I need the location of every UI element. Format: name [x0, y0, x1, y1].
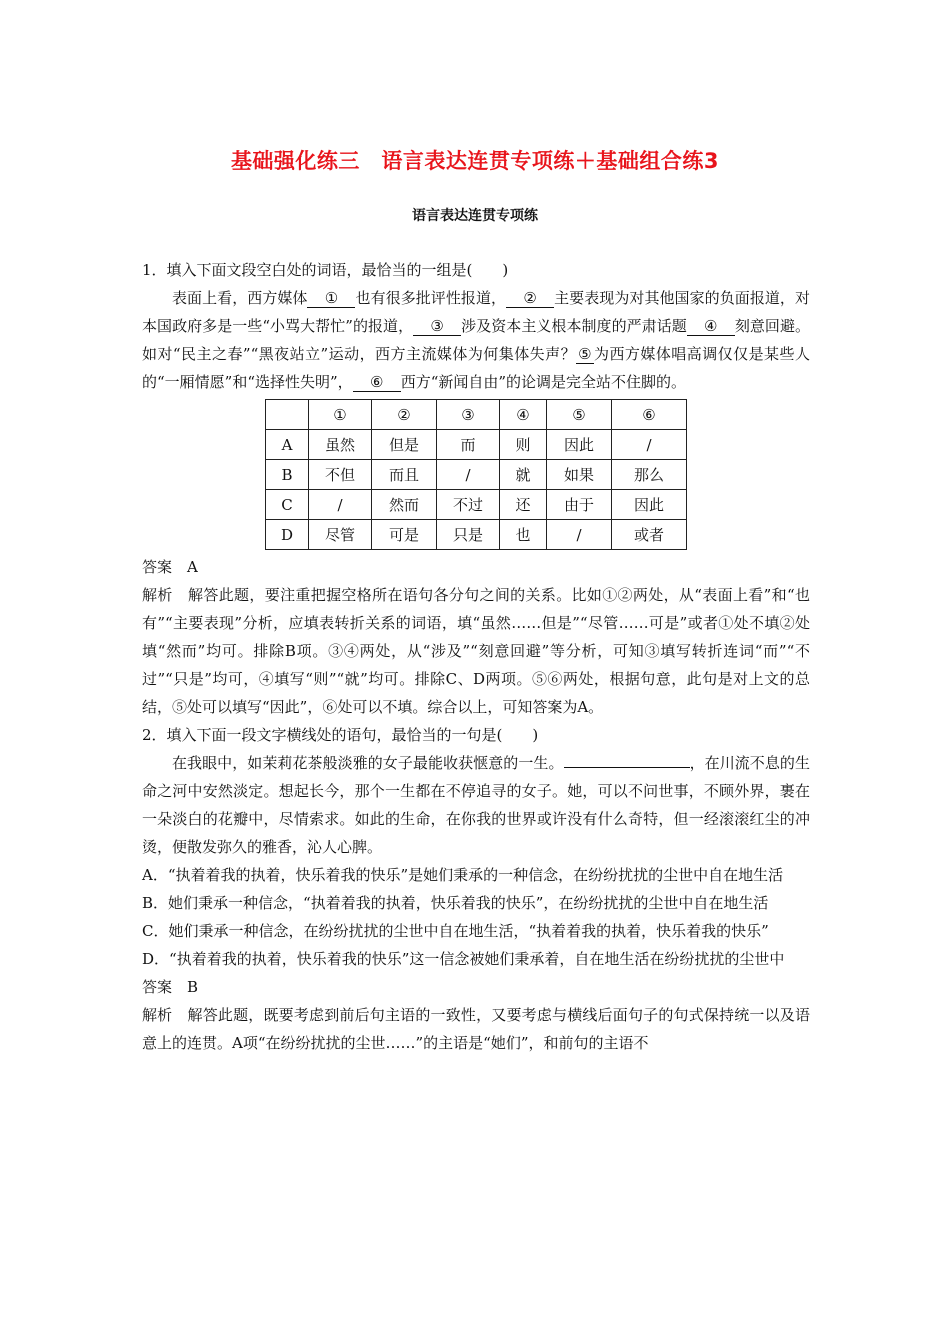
blank-6: ⑥: [353, 373, 401, 392]
table-header-cell: ①: [309, 400, 372, 430]
table-cell: C: [266, 490, 309, 520]
passage-text: 为西方媒体唱高调仅仅是某些人的“一厢情愿”和“选择性失明”，: [142, 345, 810, 391]
table-row: [266, 430, 687, 460]
page-title: 基础强化练三 语言表达连贯专项练＋基础组合练3: [230, 149, 720, 173]
table-cell: B: [266, 460, 309, 490]
table-cell: 还: [500, 490, 547, 520]
table-cell: /: [309, 490, 372, 520]
table-header-row: [266, 400, 687, 430]
question-1-analysis: 解析 解答此题，要注重把握空格所在语句各分句之间的关系。比如①②两处，从“表面上看”和“也有”“主要表现”分析，应填表转折关系的词语，填“虽然……但是”“尽管……可是”或者①处不填②处填“然而”均可。排除B项。③④两处，从“涉及”“刻意回避”等分析，可知③填写转折连词“而”“不过”“只是”均可，④填写“则”“就”均可。排除C、D两项。⑤⑥两处，根据句意，此句是对上文的总结，⑤处可以填写“因此”，⑥处可以不填。综合以上，可知答案为A。: [142, 586, 810, 716]
table-cell: 尽管: [309, 520, 372, 550]
question-2-analysis: 解析 解答此题，既要考虑到前后句主语的一致性，又要考虑与横线后面句子的句式保持统一以及语意上的连贯。A项“在纷纷扰扰的尘世……”的主语是“她们”，和前句的主语不: [142, 1006, 810, 1052]
passage-text: 刻意回避。如对“民主之春”“黑夜站立”运动，西方主流媒体为何集体失声？: [142, 317, 810, 363]
passage-text: 也有很多批评性报道，: [355, 289, 507, 307]
table-cell: 只是: [437, 520, 500, 550]
passage-text: 主要表现为对其他国家的负面报道，对本国政府多是一些“小骂大帮忙”的报道，: [142, 289, 810, 335]
options-table-wrapper: [142, 399, 810, 550]
table-row: [266, 520, 687, 550]
option-b: B．她们秉承一种信念，“执着着我的执着，快乐着我的快乐”，在纷纷扰扰的尘世中自在地生活: [142, 894, 769, 912]
answer-line: [564, 767, 690, 768]
table-header-cell: ③: [437, 400, 500, 430]
table-header-cell: ④: [500, 400, 547, 430]
table-cell: 或者: [612, 520, 687, 550]
blank-5: ⑤: [578, 345, 592, 363]
question-1-stem: 1．填入下面文段空白处的词语，最恰当的一组是( ): [142, 261, 509, 279]
question-1-answer: 答案 A: [142, 558, 198, 576]
table-cell: 而: [437, 430, 500, 460]
passage-text: 涉及资本主义根本制度的严肃话题: [461, 317, 687, 335]
blank-3: ③: [413, 317, 461, 336]
table-cell: 可是: [372, 520, 437, 550]
table-cell: /: [437, 460, 500, 490]
option-c: C．她们秉承一种信念，在纷纷扰扰的尘世中自在地生活，“执着着我的执着，快乐着我的快乐”: [142, 922, 769, 940]
table-cell: 不但: [309, 460, 372, 490]
table-cell: 那么: [612, 460, 687, 490]
table-cell: 也: [500, 520, 547, 550]
table-cell: 但是: [372, 430, 437, 460]
blank-1: ①: [307, 289, 355, 308]
table-header-cell: ②: [372, 400, 437, 430]
table-cell: 就: [500, 460, 547, 490]
table-cell: D: [266, 520, 309, 550]
table-row: [266, 490, 687, 520]
table-cell: 虽然: [309, 430, 372, 460]
passage-text: 表面上看，西方媒体: [172, 289, 308, 307]
table-cell: /: [612, 430, 687, 460]
table-cell: A: [266, 430, 309, 460]
question-2-stem: 2．填入下面一段文字横线处的语句，最恰当的一句是( ): [142, 726, 539, 744]
passage-text: ，在川流不息的生命之河中安然淡定。想起长今，那个一生都在不停追寻的女子。她，可以不问世事，不顾外界，裹在一朵淡白的花瓣中，尽情索求。如此的生命，在你我的世界或许没有什么奇特，但一经滚滚红尘的冲烫，便散发弥久的雅香，沁人心脾。: [142, 754, 810, 856]
option-d: D．“执着着我的执着，快乐着我的快乐”这一信念被她们秉承着，自在地生活在纷纷扰扰的尘世中: [142, 950, 785, 968]
table-cell: 因此: [612, 490, 687, 520]
question-1-passage: [142, 284, 810, 396]
table-cell: 如果: [547, 460, 612, 490]
table-cell: 因此: [547, 430, 612, 460]
table-row: [266, 460, 687, 490]
table-header-cell: [266, 400, 309, 430]
table-header-cell: ⑥: [612, 400, 687, 430]
table-cell: 由于: [547, 490, 612, 520]
document-body: [142, 256, 810, 1057]
blank-4: ④: [687, 317, 735, 336]
question-2-passage: [142, 749, 810, 861]
options-table: [265, 399, 687, 550]
table-cell: 不过: [437, 490, 500, 520]
table-cell: 则: [500, 430, 547, 460]
question-2-answer: 答案 B: [142, 978, 199, 996]
section-subtitle: 语言表达连贯专项练: [412, 208, 538, 224]
table-cell: /: [547, 520, 612, 550]
table-header-cell: ⑤: [547, 400, 612, 430]
passage-text: 在我眼中，如茉莉花茶般淡雅的女子最能收获惬意的一生。: [172, 754, 564, 772]
table-cell: 然而: [372, 490, 437, 520]
passage-text: 西方“新闻自由”的论调是完全站不住脚的。: [400, 373, 687, 391]
blank-2: ②: [506, 289, 554, 308]
table-cell: 而且: [372, 460, 437, 490]
option-a: A．“执着着我的执着，快乐着我的快乐”是她们秉承的一种信念，在纷纷扰扰的尘世中自在地生活: [142, 866, 784, 884]
